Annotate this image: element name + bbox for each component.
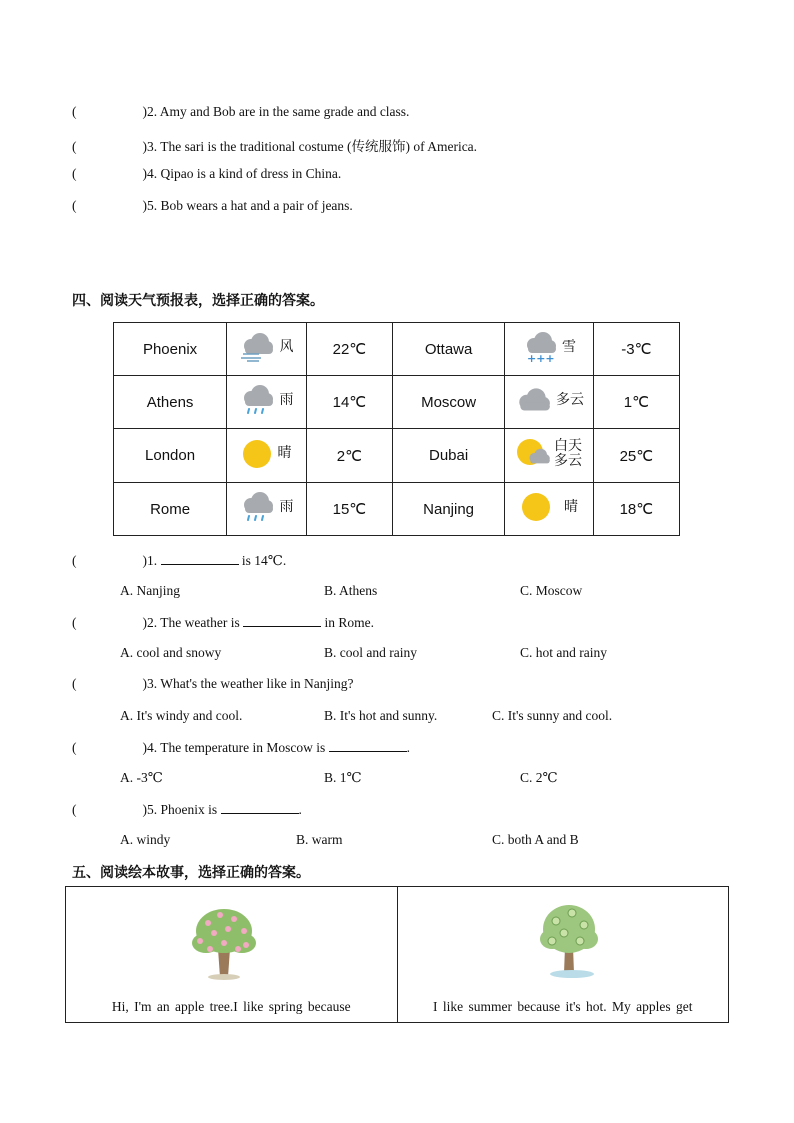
question-text: What's the weather like in Nanjing?: [160, 676, 354, 691]
picture-story-table: [65, 886, 729, 1023]
temperature-cell: -3℃: [593, 323, 679, 376]
weather-label: 雨: [279, 498, 294, 515]
city-cell: London: [114, 429, 227, 483]
temperature-cell: 25℃: [593, 429, 679, 483]
tf-item-2: [72, 104, 409, 120]
question-number: )3.: [142, 676, 158, 691]
answer-paren[interactable]: (: [72, 802, 77, 817]
sun-cloud-icon: [516, 438, 550, 470]
tf-item-4: [72, 166, 341, 182]
question-text: The weather is: [160, 615, 244, 630]
city-cell: Ottawa: [393, 323, 505, 376]
mc-question-5: [72, 801, 302, 818]
green-apple-tree-icon: [534, 899, 604, 979]
story-text: I like summer because it's hot. My apples get: [432, 999, 693, 1014]
story-text: Hi, I'm an apple tree.I like spring because: [111, 999, 351, 1014]
answer-blank[interactable]: [329, 739, 407, 752]
item-number: )2.: [142, 104, 158, 119]
weather-label: 多云: [555, 391, 584, 408]
option-b[interactable]: B. It's hot and sunny.: [324, 708, 438, 723]
option-b[interactable]: B. Athens: [324, 583, 378, 598]
weather-label: 雨: [279, 391, 294, 408]
option-c[interactable]: C. Moscow: [520, 583, 583, 598]
city-cell: Moscow: [393, 376, 505, 429]
mc-question-2: [72, 614, 374, 631]
sun-icon: [520, 491, 552, 523]
item-number: )3.: [142, 139, 158, 154]
weather-forecast-table: [113, 322, 680, 536]
option-a[interactable]: A. cool and snowy: [120, 645, 222, 660]
flowering-apple-tree-icon: [184, 899, 264, 981]
weather-label: 晴: [563, 498, 578, 515]
snow-cloud-icon: [522, 331, 558, 363]
answer-blank[interactable]: [243, 614, 321, 627]
question-number: )2.: [142, 615, 158, 630]
cloud-icon: [514, 387, 552, 413]
svg-text:+++: +++: [526, 352, 555, 363]
option-c[interactable]: C. both A and B: [492, 832, 579, 847]
question-text: .: [298, 802, 302, 817]
temperature-cell: 22℃: [306, 323, 392, 376]
mc-question-4: [72, 739, 410, 756]
item-text: Amy and Bob are in the same grade and class.: [159, 104, 410, 119]
answer-paren[interactable]: (: [72, 104, 77, 119]
rain-cloud-icon: [239, 384, 275, 416]
city-cell: Athens: [114, 376, 227, 429]
answer-paren[interactable]: (: [72, 740, 77, 755]
mc-question-3: [72, 676, 354, 692]
answer-paren[interactable]: (: [72, 553, 77, 568]
option-a[interactable]: A. Nanjing: [120, 583, 180, 598]
question-text: Phoenix is: [160, 802, 221, 817]
option-a[interactable]: A. It's windy and cool.: [120, 708, 243, 723]
temperature-cell: 18℃: [593, 483, 679, 536]
temperature-cell: 2℃: [306, 429, 392, 483]
question-number: )4.: [142, 740, 158, 755]
question-number: )5.: [142, 802, 158, 817]
option-c[interactable]: C. 2℃: [520, 770, 558, 785]
option-b[interactable]: B. 1℃: [324, 770, 362, 785]
item-text: The sari is the traditional costume (传统服饰) of America.: [160, 139, 478, 154]
question-number: )1.: [142, 553, 158, 568]
section-title-weather: 四、阅读天气预报表，选择正确的答案。: [72, 293, 324, 309]
city-cell: Nanjing: [393, 483, 505, 536]
question-text: in Rome.: [321, 615, 374, 630]
answer-blank[interactable]: [161, 552, 239, 565]
answer-paren[interactable]: (: [72, 166, 77, 181]
temperature-cell: 14℃: [306, 376, 392, 429]
option-a[interactable]: A. windy: [120, 832, 171, 847]
answer-blank[interactable]: [221, 801, 299, 814]
windy-cloud-icon: [239, 332, 275, 362]
question-text: The temperature in Moscow is: [160, 740, 329, 755]
item-number: )5.: [142, 198, 158, 213]
weather-label: 晴: [277, 445, 292, 461]
city-cell: Dubai: [393, 429, 505, 483]
item-number: )4.: [142, 166, 158, 181]
weather-label: 风: [279, 338, 294, 355]
tf-item-5: [72, 198, 353, 214]
weather-label: 白天 多云: [553, 437, 582, 469]
tf-item-3: [72, 135, 477, 155]
answer-paren[interactable]: (: [72, 139, 77, 154]
option-a[interactable]: A. -3℃: [120, 770, 163, 785]
rain-cloud-icon: [239, 491, 275, 523]
option-c[interactable]: C. It's sunny and cool.: [492, 708, 613, 723]
answer-paren[interactable]: (: [72, 615, 77, 630]
question-text: is 14℃.: [238, 553, 287, 568]
temperature-cell: 1℃: [593, 376, 679, 429]
question-text: .: [406, 740, 410, 755]
mc-question-1: [72, 552, 286, 569]
item-text: Bob wears a hat and a pair of jeans.: [160, 198, 353, 213]
temperature-cell: 15℃: [306, 483, 392, 536]
option-c[interactable]: C. hot and rainy: [520, 645, 607, 660]
section-title-story: 五、阅读绘本故事，选择正确的答案。: [72, 865, 310, 881]
sun-icon: [241, 438, 273, 470]
answer-paren[interactable]: (: [72, 676, 77, 691]
weather-label: 雪: [561, 338, 576, 355]
city-cell: Rome: [114, 483, 227, 536]
option-b[interactable]: B. warm: [296, 832, 343, 847]
item-text: Qipao is a kind of dress in China.: [160, 166, 342, 181]
story-panel-1: [66, 887, 398, 1023]
story-panel-2: [397, 887, 729, 1023]
city-cell: Phoenix: [114, 323, 227, 376]
answer-paren[interactable]: (: [72, 198, 77, 213]
option-b[interactable]: B. cool and rainy: [324, 645, 417, 660]
